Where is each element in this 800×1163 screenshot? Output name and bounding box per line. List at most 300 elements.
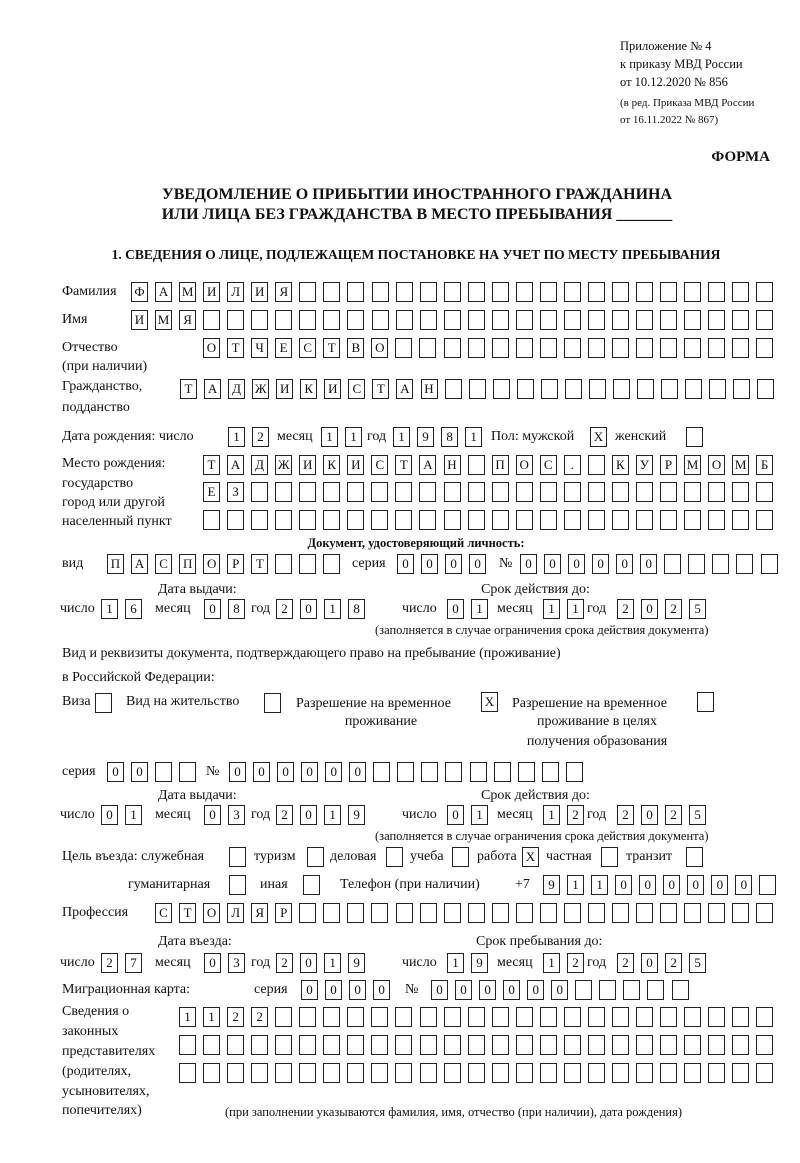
cell-box[interactable]: Т — [323, 338, 340, 358]
cell-box[interactable] — [203, 310, 220, 330]
cell-box[interactable] — [661, 379, 678, 399]
cell-box[interactable] — [179, 1035, 196, 1055]
cell-box[interactable] — [708, 903, 725, 923]
cell-box[interactable]: 1 — [101, 599, 118, 619]
cell-box[interactable]: 0 — [469, 554, 486, 574]
cell-box[interactable]: 2 — [617, 805, 634, 825]
cell-box[interactable]: 1 — [465, 427, 482, 447]
cell-box[interactable] — [589, 379, 606, 399]
cell-box[interactable]: 2 — [665, 599, 682, 619]
cell-box[interactable] — [756, 338, 773, 358]
cell-box[interactable] — [299, 310, 316, 330]
checkbox[interactable] — [386, 847, 403, 867]
cell-box[interactable]: 2 — [227, 1007, 244, 1027]
cell-box[interactable] — [468, 903, 485, 923]
cell-box[interactable]: 2 — [567, 953, 584, 973]
cell-box[interactable]: 1 — [471, 805, 488, 825]
cell-box[interactable] — [395, 510, 412, 530]
cell-box[interactable]: 0 — [592, 554, 609, 574]
cell-box[interactable] — [397, 762, 414, 782]
cell-box[interactable]: 0 — [503, 980, 520, 1000]
cell-box[interactable]: 6 — [125, 599, 142, 619]
cell-box[interactable]: М — [732, 455, 749, 475]
cell-box[interactable]: 0 — [204, 953, 221, 973]
cell-box[interactable] — [612, 282, 629, 302]
cell-box[interactable] — [588, 1035, 605, 1055]
cell-box[interactable] — [516, 510, 533, 530]
cell-box[interactable]: 2 — [665, 953, 682, 973]
cell-box[interactable]: П — [107, 554, 124, 574]
cell-box[interactable] — [756, 1007, 773, 1027]
cell-box[interactable]: 9 — [417, 427, 434, 447]
cell-box[interactable]: 0 — [641, 953, 658, 973]
cell-box[interactable] — [299, 482, 316, 502]
cell-box[interactable] — [708, 310, 725, 330]
cell-box[interactable]: 8 — [441, 427, 458, 447]
cell-box[interactable]: 0 — [204, 599, 221, 619]
cell-box[interactable]: 1 — [543, 805, 560, 825]
cell-box[interactable]: 3 — [228, 953, 245, 973]
cell-box[interactable]: 2 — [251, 1007, 268, 1027]
cell-box[interactable] — [468, 455, 485, 475]
cell-box[interactable] — [275, 482, 292, 502]
cell-box[interactable]: А — [419, 455, 436, 475]
cell-box[interactable]: И — [251, 282, 268, 302]
cell-box[interactable] — [395, 1063, 412, 1083]
cell-box[interactable] — [470, 762, 487, 782]
cell-box[interactable] — [612, 1063, 629, 1083]
cell-box[interactable] — [756, 282, 773, 302]
cell-box[interactable] — [420, 310, 437, 330]
cell-box[interactable]: Т — [372, 379, 389, 399]
cell-box[interactable] — [299, 1007, 316, 1027]
checkbox[interactable] — [452, 847, 469, 867]
cell-box[interactable]: Т — [180, 379, 197, 399]
cell-box[interactable] — [647, 980, 664, 1000]
cell-box[interactable] — [444, 903, 461, 923]
cell-box[interactable] — [420, 1007, 437, 1027]
cell-box[interactable] — [396, 310, 413, 330]
cell-box[interactable] — [371, 482, 388, 502]
cell-box[interactable]: 0 — [397, 554, 414, 574]
cell-box[interactable] — [275, 1035, 292, 1055]
cell-box[interactable] — [468, 482, 485, 502]
cell-box[interactable]: 0 — [447, 805, 464, 825]
cell-box[interactable] — [468, 338, 485, 358]
cell-box[interactable] — [756, 482, 773, 502]
cell-box[interactable] — [588, 338, 605, 358]
cell-box[interactable]: 0 — [229, 762, 246, 782]
cell-box[interactable] — [660, 1007, 677, 1027]
cell-box[interactable] — [179, 762, 196, 782]
cell-box[interactable] — [444, 310, 461, 330]
cell-box[interactable]: 0 — [107, 762, 124, 782]
cell-box[interactable]: 0 — [253, 762, 270, 782]
cell-box[interactable]: Д — [251, 455, 268, 475]
cell-box[interactable]: Д — [228, 379, 245, 399]
cell-box[interactable] — [732, 903, 749, 923]
cell-box[interactable]: Е — [275, 338, 292, 358]
cell-box[interactable]: И — [203, 282, 220, 302]
cell-box[interactable] — [492, 482, 509, 502]
cell-box[interactable] — [685, 379, 702, 399]
cell-box[interactable]: 0 — [641, 599, 658, 619]
cell-box[interactable]: 1 — [321, 427, 338, 447]
cell-box[interactable] — [395, 338, 412, 358]
cell-box[interactable] — [299, 1063, 316, 1083]
cell-box[interactable] — [347, 903, 364, 923]
cell-box[interactable] — [756, 310, 773, 330]
cell-box[interactable] — [275, 310, 292, 330]
cell-box[interactable] — [588, 482, 605, 502]
cell-box[interactable]: М — [179, 282, 196, 302]
cell-box[interactable]: С — [540, 455, 557, 475]
cell-box[interactable] — [299, 510, 316, 530]
checkbox[interactable]: X — [590, 427, 607, 447]
cell-box[interactable]: А — [227, 455, 244, 475]
cell-box[interactable] — [732, 338, 749, 358]
cell-box[interactable]: 1 — [324, 805, 341, 825]
cell-box[interactable] — [468, 1035, 485, 1055]
cell-box[interactable] — [420, 282, 437, 302]
cell-box[interactable]: 2 — [617, 953, 634, 973]
cell-box[interactable] — [564, 1007, 581, 1027]
cell-box[interactable] — [660, 510, 677, 530]
cell-box[interactable] — [733, 379, 750, 399]
cell-box[interactable] — [709, 379, 726, 399]
cell-box[interactable]: 0 — [325, 762, 342, 782]
cell-box[interactable] — [492, 903, 509, 923]
cell-box[interactable] — [756, 903, 773, 923]
cell-box[interactable] — [492, 1007, 509, 1027]
cell-box[interactable]: 0 — [527, 980, 544, 1000]
cell-box[interactable] — [179, 1063, 196, 1083]
cell-box[interactable] — [684, 1007, 701, 1027]
cell-box[interactable] — [203, 1035, 220, 1055]
cell-box[interactable]: 0 — [640, 554, 657, 574]
cell-box[interactable] — [275, 1063, 292, 1083]
cell-box[interactable] — [323, 903, 340, 923]
cell-box[interactable]: А — [155, 282, 172, 302]
cell-box[interactable] — [708, 282, 725, 302]
cell-box[interactable]: О — [203, 554, 220, 574]
cell-box[interactable] — [493, 379, 510, 399]
cell-box[interactable] — [540, 510, 557, 530]
cell-box[interactable] — [395, 482, 412, 502]
cell-box[interactable]: 0 — [616, 554, 633, 574]
cell-box[interactable] — [516, 482, 533, 502]
cell-box[interactable] — [227, 510, 244, 530]
cell-box[interactable] — [347, 310, 364, 330]
cell-box[interactable] — [660, 903, 677, 923]
cell-box[interactable] — [323, 310, 340, 330]
cell-box[interactable] — [227, 310, 244, 330]
cell-box[interactable] — [565, 379, 582, 399]
cell-box[interactable]: 2 — [617, 599, 634, 619]
cell-box[interactable] — [516, 338, 533, 358]
cell-box[interactable]: 2 — [276, 805, 293, 825]
cell-box[interactable] — [275, 1007, 292, 1027]
cell-box[interactable]: О — [708, 455, 725, 475]
cell-box[interactable] — [756, 1035, 773, 1055]
cell-box[interactable] — [636, 1035, 653, 1055]
cell-box[interactable]: И — [324, 379, 341, 399]
cell-box[interactable]: Т — [227, 338, 244, 358]
cell-box[interactable]: 1 — [393, 427, 410, 447]
cell-box[interactable] — [469, 379, 486, 399]
cell-box[interactable] — [540, 1063, 557, 1083]
cell-box[interactable] — [599, 980, 616, 1000]
checkbox[interactable] — [229, 875, 246, 895]
cell-box[interactable] — [371, 903, 388, 923]
cell-box[interactable]: 0 — [447, 599, 464, 619]
cell-box[interactable]: О — [203, 338, 220, 358]
cell-box[interactable]: К — [323, 455, 340, 475]
cell-box[interactable]: 1 — [471, 599, 488, 619]
checkbox[interactable] — [697, 692, 714, 712]
cell-box[interactable]: 9 — [543, 875, 560, 895]
cell-box[interactable] — [251, 510, 268, 530]
cell-box[interactable]: М — [684, 455, 701, 475]
cell-box[interactable] — [636, 482, 653, 502]
cell-box[interactable] — [420, 903, 437, 923]
cell-box[interactable] — [540, 1035, 557, 1055]
cell-box[interactable] — [732, 1007, 749, 1027]
cell-box[interactable]: Я — [179, 310, 196, 330]
cell-box[interactable] — [564, 903, 581, 923]
cell-box[interactable]: 1 — [324, 953, 341, 973]
checkbox[interactable]: X — [522, 847, 539, 867]
cell-box[interactable]: 0 — [663, 875, 680, 895]
cell-box[interactable] — [636, 510, 653, 530]
cell-box[interactable] — [623, 980, 640, 1000]
cell-box[interactable] — [564, 338, 581, 358]
cell-box[interactable] — [588, 903, 605, 923]
cell-box[interactable]: Ч — [251, 338, 268, 358]
cell-box[interactable]: А — [204, 379, 221, 399]
cell-box[interactable] — [759, 875, 776, 895]
cell-box[interactable] — [612, 482, 629, 502]
cell-box[interactable] — [612, 510, 629, 530]
cell-box[interactable] — [612, 1007, 629, 1027]
cell-box[interactable]: И — [299, 455, 316, 475]
cell-box[interactable] — [564, 310, 581, 330]
cell-box[interactable] — [684, 282, 701, 302]
cell-box[interactable]: 1 — [203, 1007, 220, 1027]
cell-box[interactable] — [637, 379, 654, 399]
cell-box[interactable] — [323, 1035, 340, 1055]
cell-box[interactable] — [566, 762, 583, 782]
cell-box[interactable] — [564, 482, 581, 502]
cell-box[interactable] — [540, 338, 557, 358]
cell-box[interactable] — [518, 762, 535, 782]
cell-box[interactable] — [612, 310, 629, 330]
cell-box[interactable] — [396, 903, 413, 923]
cell-box[interactable] — [664, 554, 681, 574]
cell-box[interactable] — [541, 379, 558, 399]
cell-box[interactable] — [371, 1063, 388, 1083]
cell-box[interactable] — [420, 1063, 437, 1083]
cell-box[interactable] — [275, 510, 292, 530]
cell-box[interactable]: 0 — [131, 762, 148, 782]
cell-box[interactable] — [251, 310, 268, 330]
cell-box[interactable] — [445, 762, 462, 782]
cell-box[interactable]: 2 — [665, 805, 682, 825]
cell-box[interactable] — [708, 1007, 725, 1027]
cell-box[interactable] — [708, 1035, 725, 1055]
cell-box[interactable] — [155, 762, 172, 782]
cell-box[interactable] — [468, 282, 485, 302]
cell-box[interactable] — [323, 1007, 340, 1027]
cell-box[interactable] — [299, 903, 316, 923]
cell-box[interactable] — [251, 482, 268, 502]
cell-box[interactable] — [371, 510, 388, 530]
cell-box[interactable]: 8 — [228, 599, 245, 619]
cell-box[interactable]: О — [203, 903, 220, 923]
cell-box[interactable]: 0 — [445, 554, 462, 574]
cell-box[interactable] — [299, 282, 316, 302]
cell-box[interactable]: 1 — [591, 875, 608, 895]
cell-box[interactable]: И — [276, 379, 293, 399]
cell-box[interactable] — [347, 282, 364, 302]
cell-box[interactable] — [732, 510, 749, 530]
cell-box[interactable] — [444, 338, 461, 358]
cell-box[interactable] — [684, 310, 701, 330]
cell-box[interactable] — [684, 1063, 701, 1083]
cell-box[interactable]: Р — [227, 554, 244, 574]
cell-box[interactable] — [660, 310, 677, 330]
cell-box[interactable] — [419, 482, 436, 502]
cell-box[interactable] — [347, 1007, 364, 1027]
cell-box[interactable] — [688, 554, 705, 574]
cell-box[interactable] — [492, 1063, 509, 1083]
cell-box[interactable]: 0 — [325, 980, 342, 1000]
cell-box[interactable] — [564, 510, 581, 530]
cell-box[interactable] — [732, 1063, 749, 1083]
cell-box[interactable]: С — [299, 338, 316, 358]
cell-box[interactable]: Е — [203, 482, 220, 502]
cell-box[interactable] — [564, 1035, 581, 1055]
cell-box[interactable] — [492, 510, 509, 530]
cell-box[interactable] — [660, 282, 677, 302]
cell-box[interactable] — [275, 554, 292, 574]
cell-box[interactable] — [732, 310, 749, 330]
cell-box[interactable] — [323, 482, 340, 502]
cell-box[interactable] — [540, 903, 557, 923]
cell-box[interactable] — [468, 510, 485, 530]
cell-box[interactable] — [636, 338, 653, 358]
cell-box[interactable]: П — [492, 455, 509, 475]
cell-box[interactable]: 2 — [276, 599, 293, 619]
cell-box[interactable]: Я — [275, 282, 292, 302]
cell-box[interactable]: 1 — [345, 427, 362, 447]
cell-box[interactable]: 0 — [349, 762, 366, 782]
cell-box[interactable] — [444, 510, 461, 530]
cell-box[interactable]: Н — [421, 379, 438, 399]
cell-box[interactable] — [468, 1063, 485, 1083]
cell-box[interactable]: 0 — [277, 762, 294, 782]
cell-box[interactable]: Б — [756, 455, 773, 475]
cell-box[interactable]: 2 — [101, 953, 118, 973]
cell-box[interactable] — [372, 282, 389, 302]
cell-box[interactable]: 1 — [324, 599, 341, 619]
cell-box[interactable]: 1 — [179, 1007, 196, 1027]
cell-box[interactable] — [612, 903, 629, 923]
cell-box[interactable] — [636, 310, 653, 330]
cell-box[interactable] — [323, 554, 340, 574]
cell-box[interactable] — [371, 1035, 388, 1055]
cell-box[interactable]: 5 — [689, 953, 706, 973]
cell-box[interactable] — [660, 1063, 677, 1083]
cell-box[interactable]: 2 — [276, 953, 293, 973]
cell-box[interactable] — [203, 1063, 220, 1083]
cell-box[interactable] — [468, 1007, 485, 1027]
cell-box[interactable] — [736, 554, 753, 574]
cell-box[interactable] — [492, 310, 509, 330]
cell-box[interactable] — [540, 310, 557, 330]
cell-box[interactable] — [516, 1007, 533, 1027]
cell-box[interactable]: 0 — [641, 805, 658, 825]
cell-box[interactable] — [323, 1063, 340, 1083]
cell-box[interactable]: 5 — [689, 805, 706, 825]
cell-box[interactable]: П — [179, 554, 196, 574]
cell-box[interactable]: Р — [660, 455, 677, 475]
cell-box[interactable]: 0 — [300, 599, 317, 619]
cell-box[interactable]: 9 — [471, 953, 488, 973]
cell-box[interactable]: Л — [227, 282, 244, 302]
cell-box[interactable] — [684, 903, 701, 923]
cell-box[interactable] — [708, 1063, 725, 1083]
cell-box[interactable]: 0 — [301, 980, 318, 1000]
cell-box[interactable]: Л — [227, 903, 244, 923]
cell-box[interactable]: 0 — [300, 953, 317, 973]
cell-box[interactable]: З — [227, 482, 244, 502]
cell-box[interactable] — [419, 510, 436, 530]
checkbox[interactable] — [95, 693, 112, 713]
cell-box[interactable] — [660, 1035, 677, 1055]
cell-box[interactable] — [492, 282, 509, 302]
cell-box[interactable] — [708, 482, 725, 502]
cell-box[interactable] — [636, 903, 653, 923]
cell-box[interactable] — [564, 1063, 581, 1083]
cell-box[interactable]: 8 — [348, 599, 365, 619]
cell-box[interactable]: У — [636, 455, 653, 475]
cell-box[interactable]: 0 — [301, 762, 318, 782]
cell-box[interactable] — [636, 1063, 653, 1083]
cell-box[interactable] — [516, 282, 533, 302]
cell-box[interactable] — [251, 1063, 268, 1083]
cell-box[interactable]: 1 — [567, 875, 584, 895]
cell-box[interactable]: С — [371, 455, 388, 475]
cell-box[interactable]: 5 — [689, 599, 706, 619]
cell-box[interactable] — [708, 510, 725, 530]
cell-box[interactable] — [540, 282, 557, 302]
cell-box[interactable] — [564, 282, 581, 302]
cell-box[interactable]: А — [396, 379, 413, 399]
cell-box[interactable] — [347, 1063, 364, 1083]
cell-box[interactable]: 0 — [101, 805, 118, 825]
cell-box[interactable]: Т — [179, 903, 196, 923]
cell-box[interactable] — [203, 510, 220, 530]
cell-box[interactable] — [756, 1063, 773, 1083]
cell-box[interactable] — [371, 1007, 388, 1027]
cell-box[interactable]: 1 — [228, 427, 245, 447]
cell-box[interactable]: 0 — [479, 980, 496, 1000]
cell-box[interactable]: Ж — [275, 455, 292, 475]
cell-box[interactable] — [516, 903, 533, 923]
cell-box[interactable]: Р — [275, 903, 292, 923]
cell-box[interactable] — [347, 482, 364, 502]
